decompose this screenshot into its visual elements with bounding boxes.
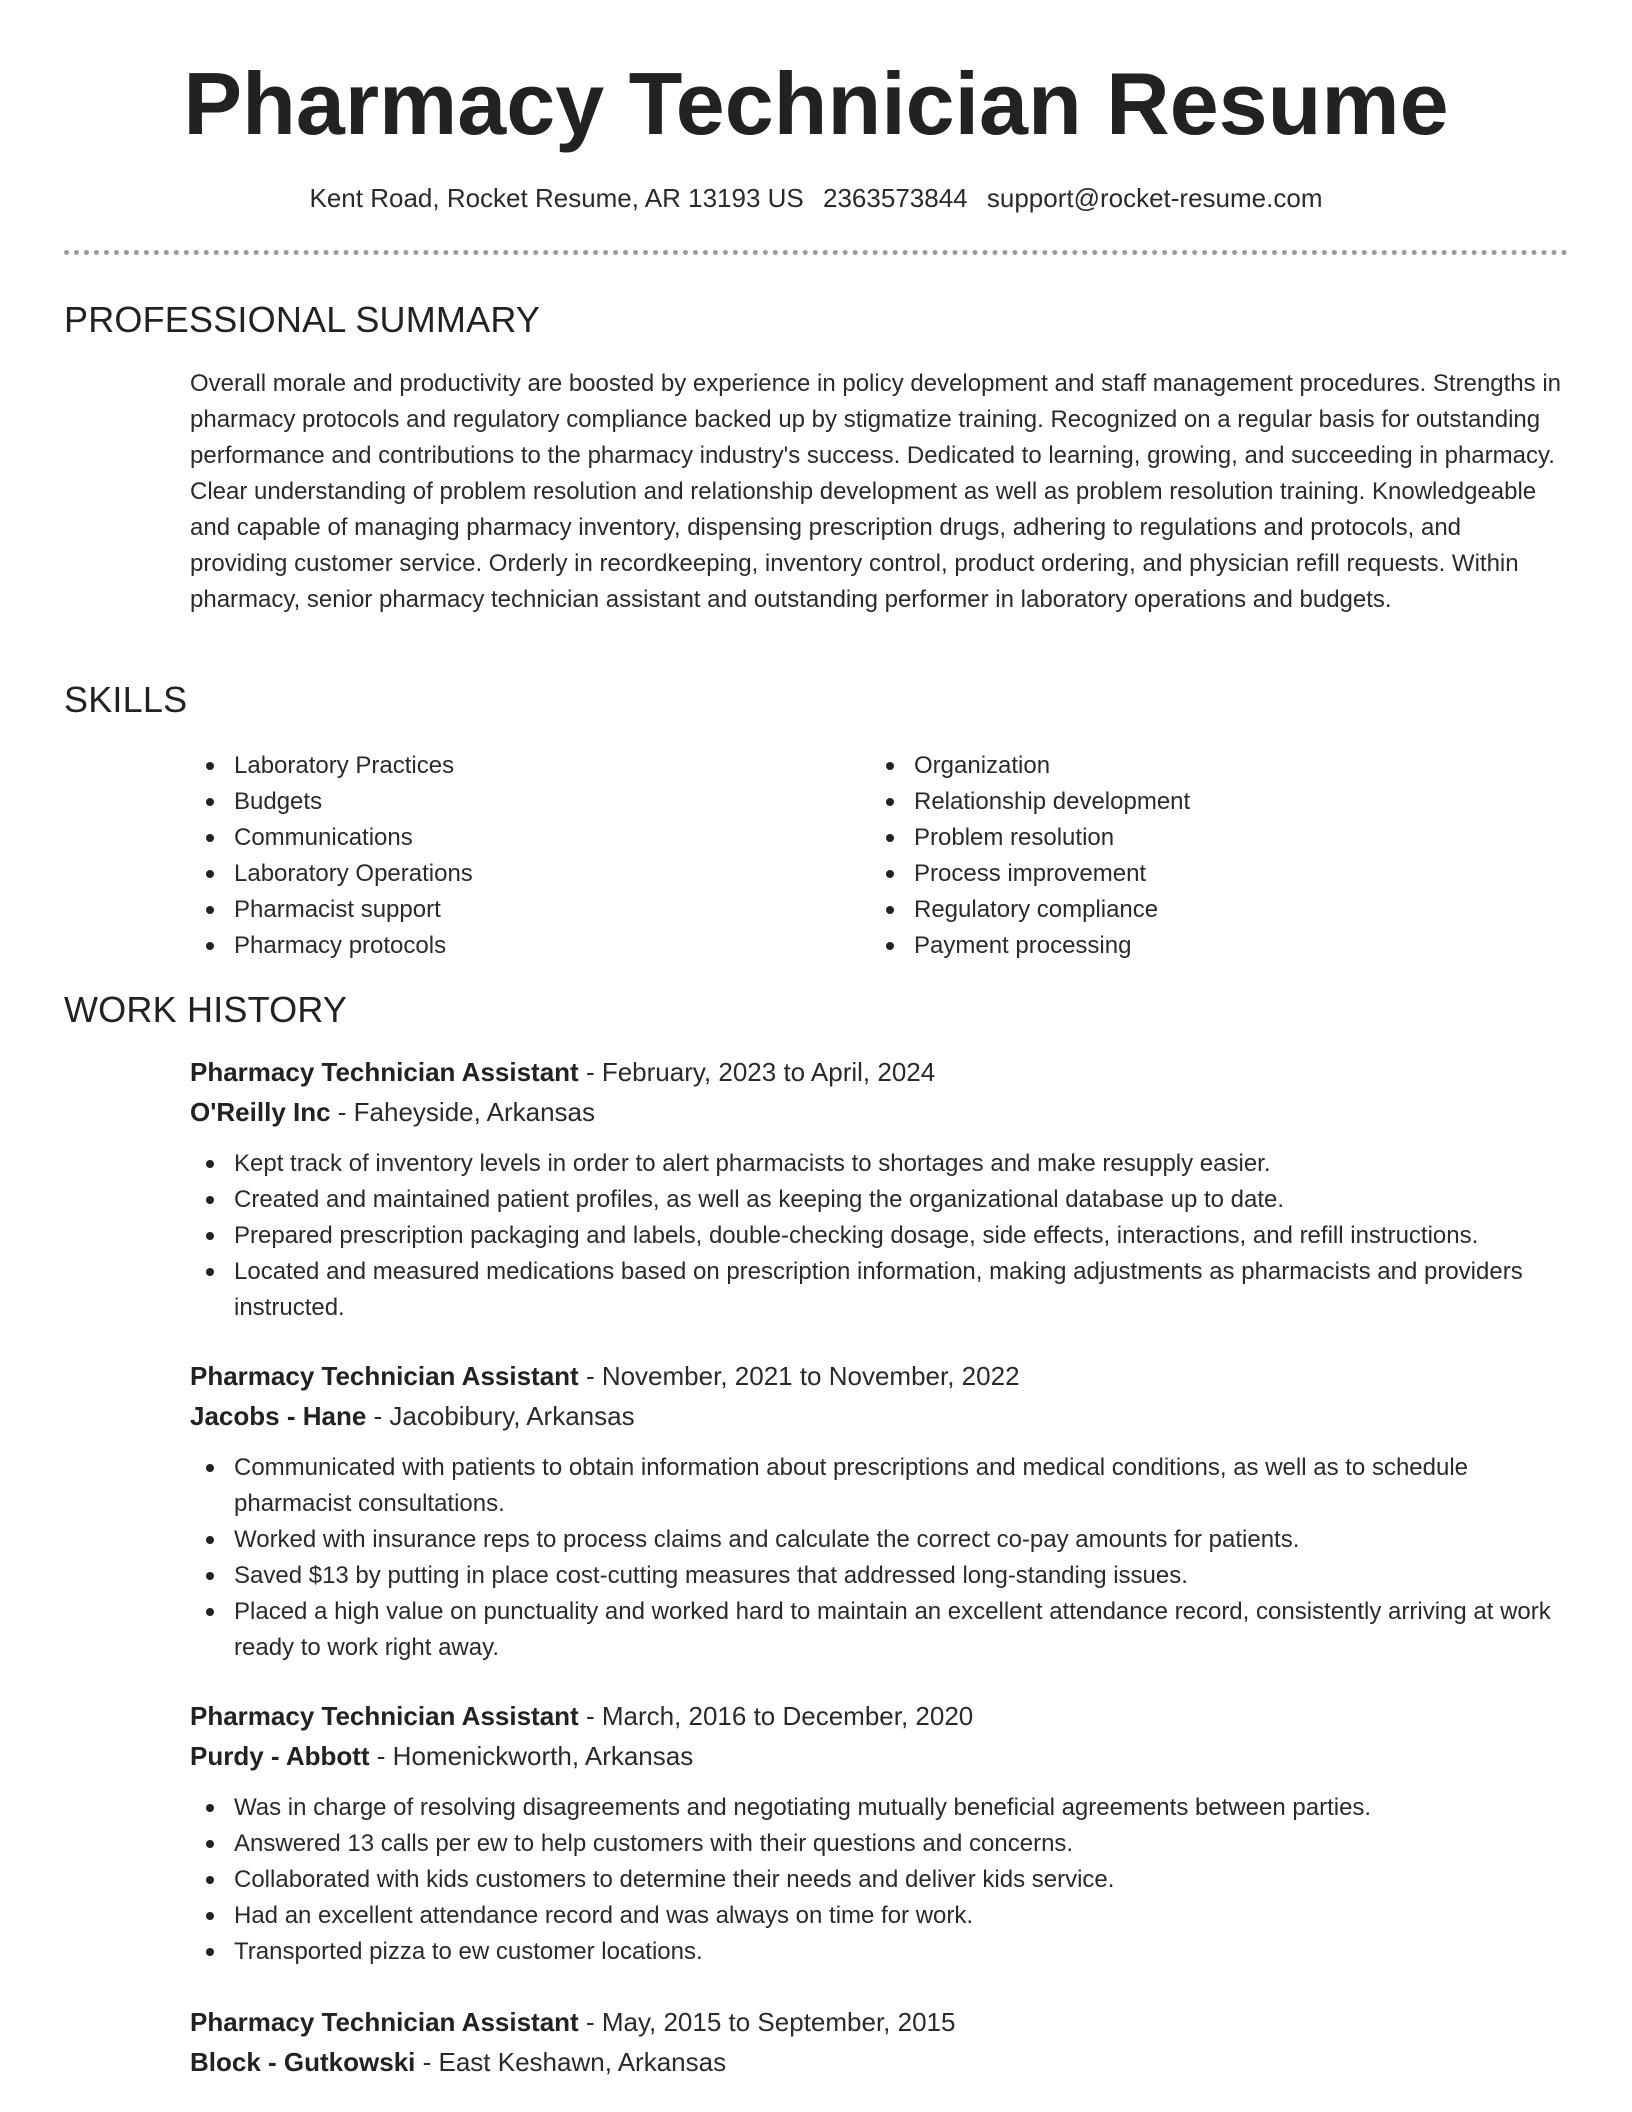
job-duty: Transported pizza to ew customer locations. <box>190 1934 1570 1970</box>
job-duty: Prepared prescription packaging and labels, double-checking dosage, side effects, interactions, and refill instructions. <box>190 1218 1570 1254</box>
job-location: - Jacobibury, Arkansas <box>366 1401 635 1431</box>
skills-list-left <box>190 748 790 964</box>
job-duty: Answered 13 calls per ew to help customers with their questions and concerns. <box>190 1826 1570 1862</box>
job-company-line <box>190 1396 1570 1436</box>
job-dates: - May, 2015 to September, 2015 <box>578 2007 956 2037</box>
job-dates: - February, 2023 to April, 2024 <box>578 1057 936 1087</box>
job-title: Pharmacy Technician Assistant <box>190 1361 579 1391</box>
skill-item: Communications <box>190 820 790 856</box>
job-location: - Homenickworth, Arkansas <box>369 1741 694 1771</box>
job-duty: Placed a high value on punctuality and worked hard to maintain an excellent attendance record, consistently arriving at work ready to work right away. <box>190 1594 1570 1666</box>
contact-address: Kent Road, Rocket Resume, AR 13193 US <box>309 183 804 213</box>
job-duty: Communicated with patients to obtain information about prescriptions and medical conditions, as well as to schedule pharmacist consultations. <box>190 1450 1570 1522</box>
job-location: - East Keshawn, Arkansas <box>415 2047 727 2077</box>
job-company-line <box>190 1092 1570 1132</box>
skills-list-right <box>870 748 1470 964</box>
skill-item: Pharmacy protocols <box>190 928 790 964</box>
skill-item: Laboratory Operations <box>190 856 790 892</box>
job-duties <box>190 1146 1570 1326</box>
job-entry <box>190 1052 1570 1326</box>
skill-item: Pharmacist support <box>190 892 790 928</box>
contact-email: support@rocket-resume.com <box>986 183 1323 213</box>
job-company-line <box>190 1736 1570 1776</box>
job-location: - Faheyside, Arkansas <box>330 1097 596 1127</box>
job-duty: Collaborated with kids customers to determine their needs and deliver kids service. <box>190 1862 1570 1898</box>
skills-heading: SKILLS <box>64 679 188 720</box>
skill-item: Laboratory Practices <box>190 748 790 784</box>
job-duty: Was in charge of resolving disagreements and negotiating mutually beneficial agreements between parties. <box>190 1790 1570 1826</box>
job-entry <box>190 2002 1570 2082</box>
job-duty: Located and measured medications based on prescription information, making adjustments as pharmacists and providers instructed. <box>190 1254 1570 1326</box>
job-duties <box>190 1790 1570 1970</box>
skill-item: Payment processing <box>870 928 1470 964</box>
job-duty: Saved $13 by putting in place cost-cutting measures that addressed long-standing issues. <box>190 1558 1570 1594</box>
contact-line <box>0 180 1632 216</box>
job-title-line <box>190 1356 1570 1396</box>
summary-text: Overall morale and productivity are boosted by experience in policy development and staff management procedures. Strengths in pharmacy protocols and regulatory compliance backed up by stigmatize training. Recognized on a regular basis for outstanding performance and contributions to the pharmacy industry's success. Dedicated to learning, growing, and succeeding in pharmacy. Clear understanding of problem resolution and relationship development as well as problem resolution training. Knowledgeable and capable of managing pharmacy inventory, dispensing prescription drugs, adhering to regulations and protocols, and providing customer service. Orderly in recordkeeping, inventory control, product ordering, and physician refill requests. Within pharmacy, senior pharmacy technician assistant and outstanding performer in laboratory operations and budgets. <box>190 370 1561 613</box>
job-duty: Worked with insurance reps to process claims and calculate the correct co-pay amounts for patients. <box>190 1522 1570 1558</box>
skill-item: Relationship development <box>870 784 1470 820</box>
skill-item: Regulatory compliance <box>870 892 1470 928</box>
work-history-heading: WORK HISTORY <box>64 989 348 1030</box>
job-duty: Kept track of inventory levels in order to alert pharmacists to shortages and make resupply easier. <box>190 1146 1570 1182</box>
job-company: Purdy - Abbott <box>190 1741 370 1771</box>
job-company: Jacobs - Hane <box>190 1401 367 1431</box>
job-dates: - March, 2016 to December, 2020 <box>578 1701 974 1731</box>
job-title-line <box>190 1696 1570 1736</box>
job-company-line <box>190 2042 1570 2082</box>
job-entry <box>190 1356 1570 1666</box>
skill-item: Problem resolution <box>870 820 1470 856</box>
header-divider <box>64 250 1568 255</box>
job-company: Block - Gutkowski <box>190 2047 416 2077</box>
job-dates: - November, 2021 to November, 2022 <box>578 1361 1020 1391</box>
job-company: O'Reilly Inc <box>190 1097 331 1127</box>
job-title-line <box>190 1052 1570 1092</box>
skill-item: Organization <box>870 748 1470 784</box>
job-title: Pharmacy Technician Assistant <box>190 1701 579 1731</box>
summary-heading: PROFESSIONAL SUMMARY <box>64 299 541 340</box>
job-title-line <box>190 2002 1570 2042</box>
job-title: Pharmacy Technician Assistant <box>190 2007 579 2037</box>
skill-item: Budgets <box>190 784 790 820</box>
resume-title: Pharmacy Technician Resume <box>183 54 1449 153</box>
job-title: Pharmacy Technician Assistant <box>190 1057 579 1087</box>
job-duty: Created and maintained patient profiles, as well as keeping the organizational database up to date. <box>190 1182 1570 1218</box>
job-entry <box>190 1696 1570 1970</box>
job-duties <box>190 1450 1570 1666</box>
job-duty: Had an excellent attendance record and was always on time for work. <box>190 1898 1570 1934</box>
skill-item: Process improvement <box>870 856 1470 892</box>
contact-phone: 2363573844 <box>823 183 968 213</box>
